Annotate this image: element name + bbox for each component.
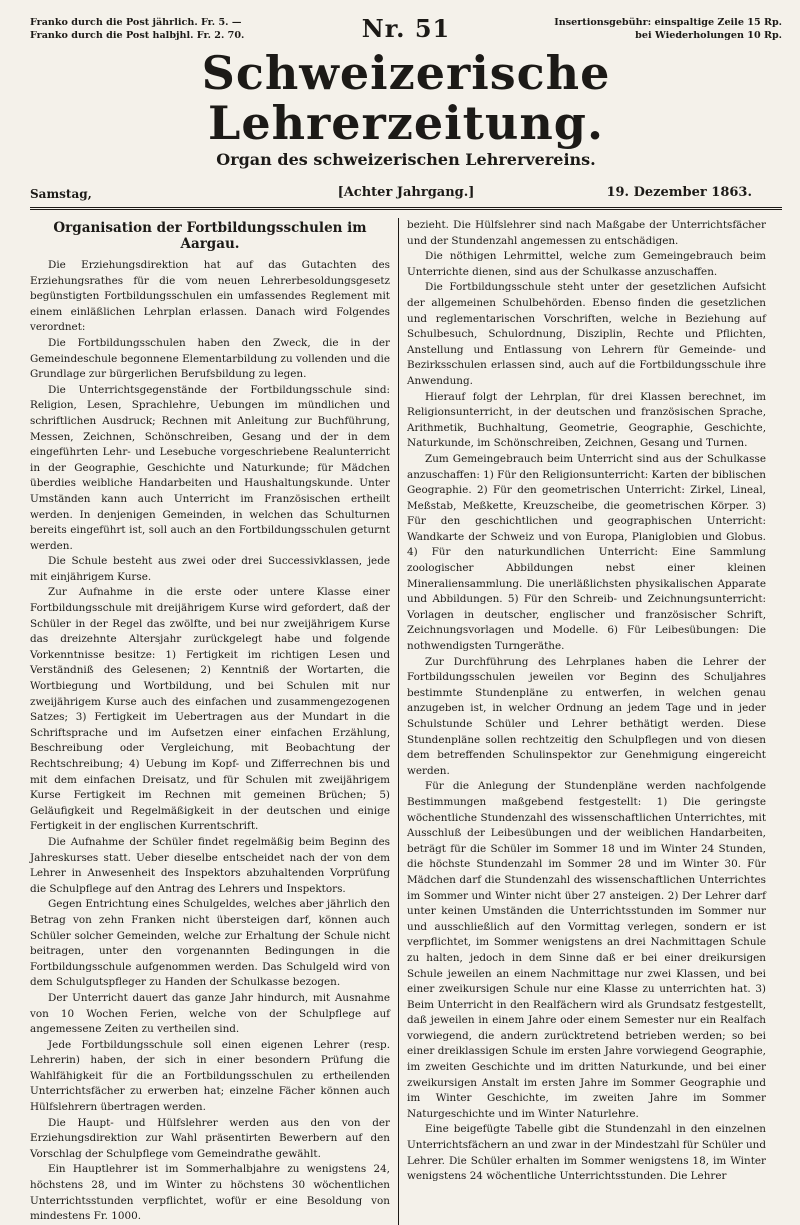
article-columns — [30, 218, 782, 1225]
paragraph: Gegen Entrichtung eines Schulgeldes, welches aber jährlich den Betrag von zehn Franken nicht übersteigen darf, können auch Schüler solcher Gemeinden, welche zur Erhaltung der Schule nicht beitragen, unter den vorgenannten Bedingungen in die Fortbildungsschule aufgenommen werden. Das Schulgeld wird von dem Schulgutspfleger zu Handen der Schulkasse bezogen. — [30, 898, 390, 989]
masthead-title: Schweizerische Lehrerzeitung. — [201, 46, 611, 150]
masthead-subtitle: Organ des schweizerischen Lehrervereins. — [216, 150, 596, 169]
paragraph: Ein Hauptlehrer ist im Sommerhalbjahre zu wenigstens 24, höchstens 28, und im Winter zu höchstens 30 wöchentlichen Unterrichtsstunden verpflichtet, wofür er eine Besoldung von mindestens Fr. 1000. — [30, 1163, 390, 1223]
paragraph: Hierauf folgt der Lehrplan, für drei Klassen berechnet, im Religionsunterricht, in der deutschen und französischen Sprache, Arithmetik, Buchhaltung, Geometrie, Geographie, Geschichte, Naturkunde, im Schönschreiben, Zeichnen, Gesang und Turnen. — [407, 390, 766, 450]
paragraph: Für die Anlegung der Stundenpläne werden nachfolgende Bestimmungen maßgebend festgestellt: 1) Die geringste wöchentliche Stundenzahl des wissenschaftlichen Unterrichtes, mit Ausschluß der Leibesübungen und der weiblichen Handarbeiten, beträgt für die Schüler im Sommer 18 und im Winter 24 Stunden, die höchste Stundenzahl im Sommer 28 und im Winter 30. Für Mädchen darf die Stundenzahl des wissenschaftlichen Unterrichtes im Sommer und Winter nicht über 27 ansteigen. 2) Der Lehrer darf unter keinen Umständen die Unterrichtsstunden im Sommer nur und ausschließlich auf den Vormittag verlegen, sondern er ist verpflichtet, im Sommer wenigstens an drei Nachmittagen Schule zu halten, jedoch in dem Sinne daß er bei einer dreikursigen Schule jeweilen an einem Nachmittage nur zwei Klassen, und bei einer zweikursigen Schule nur eine Klasse zu unterrichten hat. 3) Beim Unterricht in den Realfächern wird als Grundsatz festgestellt, daß jeweilen in einem Jahre oder einem Semester nur ein Realfach vorwiegend, die andern zurücktretend betrieben werden; so bei einer dreiklassigen Schule im ersten Jahre vorwiegend Geographie, im zweiten Geschichte und im dritten Naturkunde, und bei einer zweikursigen Anstalt im ersten Jahre im Sommer Geographie und im Winter Geschichte, im zweiten Jahre im Sommer Naturgeschichte und im Winter Naturlehre. — [407, 780, 766, 1120]
issue-date: 19. Dezember 1863. — [606, 185, 752, 200]
left-column — [30, 218, 398, 1225]
paragraph: Der Unterricht dauert das ganze Jahr hindurch, mit Ausnahme von 10 Wochen Ferien, welche von der Schulpflege auf angemessene Zeiten zu vertheilen sind. — [30, 991, 390, 1036]
weekday: Samstag, — [30, 187, 92, 201]
paragraph: Die Fortbildungsschule steht unter der gesetzlichen Aufsicht der allgemeinen Schulbehörden. Ebenso finden die gesetzlichen und reglementarischen Vorschriften, welche in Beziehung auf Schulbesuch, Schulordnung, Disziplin, Rechte und Pflichten, Anstellung und Entlassung von Lehrern für Gemeinde- und Bezirksschulen erlassen sind, auch auf die Fortbildungsschule ihre Anwendung. — [407, 281, 766, 387]
paragraph: Die nöthigen Lehrmittel, welche zum Gemeingebrauch beim Unterrichte dienen, sind aus der Schulkasse anzuschaffen. — [407, 250, 766, 278]
paragraph: Die Aufnahme der Schüler findet regelmäßig beim Beginn des Jahreskurses statt. Ueber dieselbe entscheidet nach der von dem Lehrer in Anwesenheit des Inspektors abzuhaltenden Vorprüfung die Schulpflege auf den Antrag des Lehrers und Inspektors. — [30, 835, 390, 895]
paragraph: Die Fortbildungsschulen haben den Zweck, die in der Gemeindeschule begonnene Elementarbildung zu vollenden und die Grundlage zur bürgerlichen Berufsbildung zu legen. — [30, 336, 390, 381]
paragraph: Jede Fortbildungsschule soll einen eigenen Lehrer (resp. Lehrerin) haben, der sich in einer besondern Prüfung die Wahlfähigkeit für die an Fortbildungsschulen zu ertheilenden Unterrichtsfächer zu erwerben hat; einzelne Fächer können auch Hülfslehrern übertragen werden. — [30, 1038, 390, 1114]
subscription-yearly: Franko durch die Post jährlich. Fr. 5. — — [30, 17, 242, 28]
volume-label: [Achter Jahrgang.] — [337, 185, 475, 200]
paragraph: Zum Gemeingebrauch beim Unterricht sind aus der Schulkasse anzuschaffen: 1) Für den Religionsunterricht: Karten der biblischen Geographie. 2) Für den geometrischen Unterricht: Zirkel, Lineal, Meßstab, Meßkette, Kreuzscheibe, die geometrischen Körper. 3) Für den geschichtlichen und geographischen Unterricht: Wandkarte der Schweiz und von Europa, Planiglobien und Globus. 4) Für den naturkundlichen Unterricht: Eine Sammlung zoologischer Abbildungen nebst einer kleinen Mineraliensammlung. Die unerläßlichsten physikalischen Apparate und Abbildungen. 5) Für den Schreib- und Zeichnungsunterricht: Vorlagen in deutscher, englischer und französischer Schrift, Zeichnungsvorlagen und Modelle. 6) Für Leibesübungen: Die nothwendigsten Turngeräthe. — [407, 452, 766, 653]
ad-price-line: Insertionsgebühr: einspaltige Zeile 15 Rp. — [554, 17, 782, 28]
paragraph: Eine beigefügte Tabelle gibt die Stundenzahl in den einzelnen Unterrichtsfächern an und zwar in der Mindestzahl für Schüler und Lehrer. Die Schüler erhalten im Sommer wenigstens 18, im Winter wenigstens 24 wöchentliche Unterrichtsstunden. Die Lehrer — [407, 1123, 766, 1183]
header-top — [30, 10, 782, 46]
article-title: Organisation der Fortbildungsschulen im Aargau. — [53, 220, 367, 252]
issue-number: Nr. 51 — [361, 14, 451, 43]
ad-repeat-price-line: bei Wiederholungen 10 Rp. — [635, 30, 782, 41]
advertising-prices — [554, 16, 782, 42]
dateline — [30, 183, 782, 210]
paragraph: Die Erziehungsdirektion hat auf das Gutachten des Erziehungsrathes für die vom neuen Lehrerbesoldungsgesetz begünstigten Fortbildungsschulen ein umfassendes Reglement mit einem einläßlichen Lehrplan erlassen. Danach wird Folgendes verordnet: — [30, 259, 390, 334]
paragraph: Die Haupt- und Hülfslehrer werden aus den von der Erziehungsdirektion zur Wahl präsentirten Bewerbern auf den Vorschlag der Schulpflege vom Gemeindrathe gewählt. — [30, 1116, 390, 1160]
subscription-halfyear: Franko durch die Post halbjhl. Fr. 2. 70. — [30, 30, 245, 41]
paragraph-continued: bezieht. Die Hülfslehrer sind nach Maßgabe der Unterrichtsfächer und der Stundenzahl angemessen zu entschädigen. — [407, 219, 766, 247]
right-column — [398, 218, 766, 1225]
paragraph: Die Unterrichtsgegenstände der Fortbildungsschule sind: Religion, Lesen, Sprachlehre, Uebungen im mündlichen und schriftlichen Ausdruck; Rechnen mit Anleitung zur Buchführung, Messen, Zeichnen, Schönschreiben, Gesang und der in dem eingeführten Lehr- und Lesebuche vorgeschriebene Realunterricht in der Geographie, Geschichte und Naturkunde; für Mädchen überdies weibliche Handarbeiten und Haushaltungskunde. Unter Umständen kann auch Unterricht im Französischen ertheilt werden. In denjenigen Gemeinden, in welchen das Schulturnen bereits eingeführt ist, soll auch an den Fortbildungsschulen geturnt werden. — [30, 383, 390, 552]
paragraph: Zur Durchführung des Lehrplanes haben die Lehrer der Fortbildungsschulen jeweilen vor Beginn des Schuljahres bestimmte Stundenpläne zu entwerfen, in welchen genau anzugeben ist, in welcher Ordnung an jedem Tage und in jeder Schulstunde Schüler und Lehrer bethätigt werden. Diese Stundenpläne sollen rechtzeitig den Schulpflegen und von diesen dem betreffenden Schulinspektor zur Genehmigung eingereicht werden. — [407, 655, 766, 777]
paragraph: Zur Aufnahme in die erste oder untere Klasse einer Fortbildungsschule mit dreijährigem Kurse wird gefordert, daß der Schüler in der Regel das zwölfte, und bei nur zweijährigem Kurse das dreizehnte Altersjahr zurückgelegt habe und folgende Vorkenntnisse besitze: 1) Fertigkeit im richtigen Lesen und Verständniß des Gelesenen; 2) Kenntniß der Wortarten, die Wortbiegung und Wortbildung, und bei Schulen mit nur zweijährigem Kurse auch des einfachen und zusammengezogenen Satzes; 3) Fertigkeit im Uebertragen aus der Mundart in die Schriftsprache und im Aufsetzen einer einfachen Erzählung, Beschreibung oder Vergleichung, mit Beobachtung der Rechtschreibung; 4) Uebung im Kopf- und Zifferrechnen bis und mit dem einfachen Dreisatz, und für Schulen mit zweijährigem Kurse Fertigkeit im Rechnen mit gemeinen Brüchen; 5) Geläufigkeit und Regelmäßigkeit in der deutschen und einige Fertigkeit in der englischen Kurrentschrift. — [30, 586, 390, 833]
paragraph: Die Schule besteht aus zwei oder drei Successivklassen, jede mit einjährigem Kurse. — [30, 555, 390, 583]
